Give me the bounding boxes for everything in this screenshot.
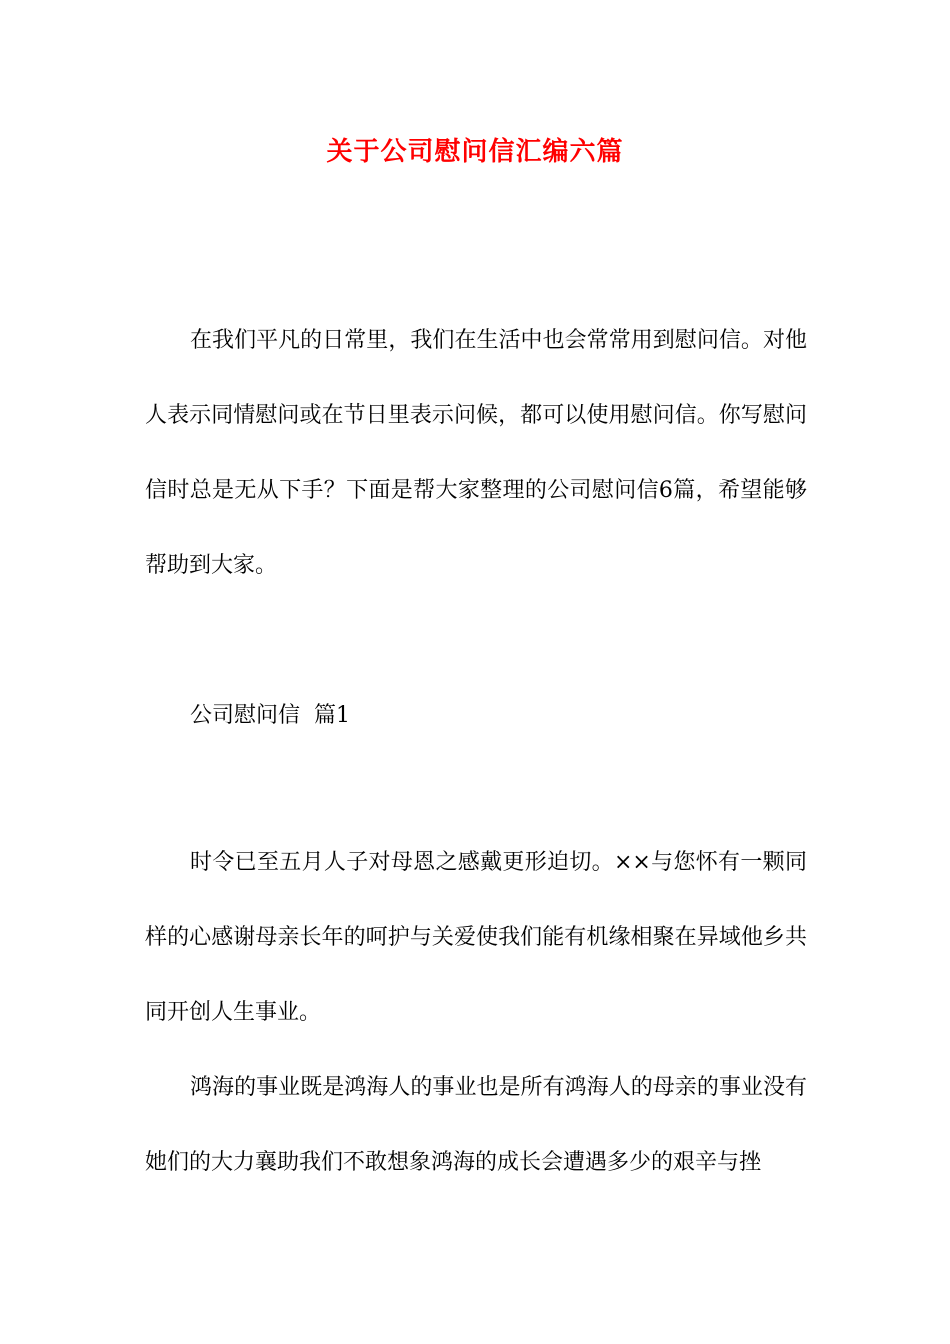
intro-paragraph: 在我们平凡的日常里，我们在生活中也会常常用到慰问信。对他人表示同情慰问或在节日里表示问候，都可以使用慰问信。你写慰问信时总是无从下手？下面是帮大家整理的公司慰问信6篇，希望能够帮助到大家。 — [145, 328, 807, 578]
body-paragraph-2: 鸿海的事业既是鸿海人的事业也是所有鸿海人的母亲的事业没有她们的大力襄助我们不敢想象鸿海的成长会遭遇多少的艰辛与挫 — [145, 1075, 807, 1175]
body-paragraph-1: 时令已至五月人子对母恩之感戴更形迫切。××与您怀有一颗同样的心感谢母亲长年的呵护与关爱使我们能有机缘相聚在异域他乡共同开创人生事业。 — [145, 850, 807, 1025]
document-title: 关于公司慰问信汇编六篇 — [326, 137, 624, 167]
section-heading: 公司慰问信 篇1 — [190, 703, 350, 728]
